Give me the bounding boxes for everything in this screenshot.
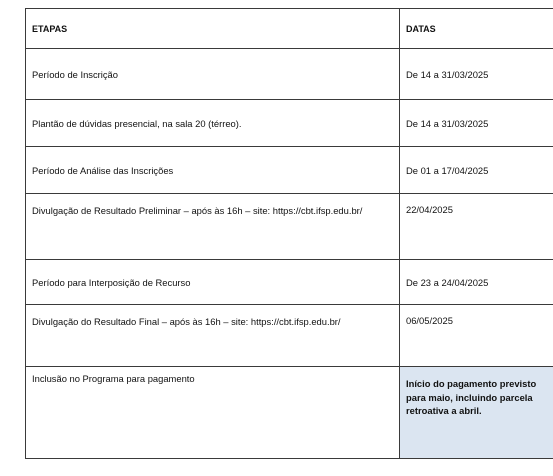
table-row xyxy=(26,147,553,194)
header-datas: DATAS xyxy=(400,9,553,49)
etapa-cell: Período de Análise das Inscrições xyxy=(26,147,400,194)
table-row xyxy=(26,49,553,100)
etapa-cell: Período de Inscrição xyxy=(26,49,400,100)
table-row xyxy=(26,100,553,147)
data-cell: De 14 a 31/03/2025 xyxy=(400,100,553,147)
table-header-row xyxy=(26,9,553,49)
table-row xyxy=(26,367,553,459)
etapa-cell: Inclusão no Programa para pagamento xyxy=(26,367,400,459)
table-row xyxy=(26,260,553,305)
schedule-table xyxy=(25,8,553,459)
data-cell: De 14 a 31/03/2025 xyxy=(400,49,553,100)
data-cell: 22/04/2025 xyxy=(400,194,553,260)
etapa-cell: Divulgação de Resultado Preliminar – após às 16h – site: https://cbt.ifsp.edu.br/ xyxy=(26,194,400,260)
etapa-cell: Plantão de dúvidas presencial, na sala 20 (térreo). xyxy=(26,100,400,147)
data-cell: De 23 a 24/04/2025 xyxy=(400,260,553,305)
table-row xyxy=(26,305,553,367)
etapa-cell: Período para Interposição de Recurso xyxy=(26,260,400,305)
highlighted-data-cell: Início do pagamento previsto para maio, incluindo parcela retroativa a abril. xyxy=(400,367,553,459)
data-cell: 06/05/2025 xyxy=(400,305,553,367)
header-etapas: ETAPAS xyxy=(26,9,400,49)
table-row xyxy=(26,194,553,260)
data-cell: De 01 a 17/04/2025 xyxy=(400,147,553,194)
etapa-cell: Divulgação do Resultado Final – após às 16h – site: https://cbt.ifsp.edu.br/ xyxy=(26,305,400,367)
